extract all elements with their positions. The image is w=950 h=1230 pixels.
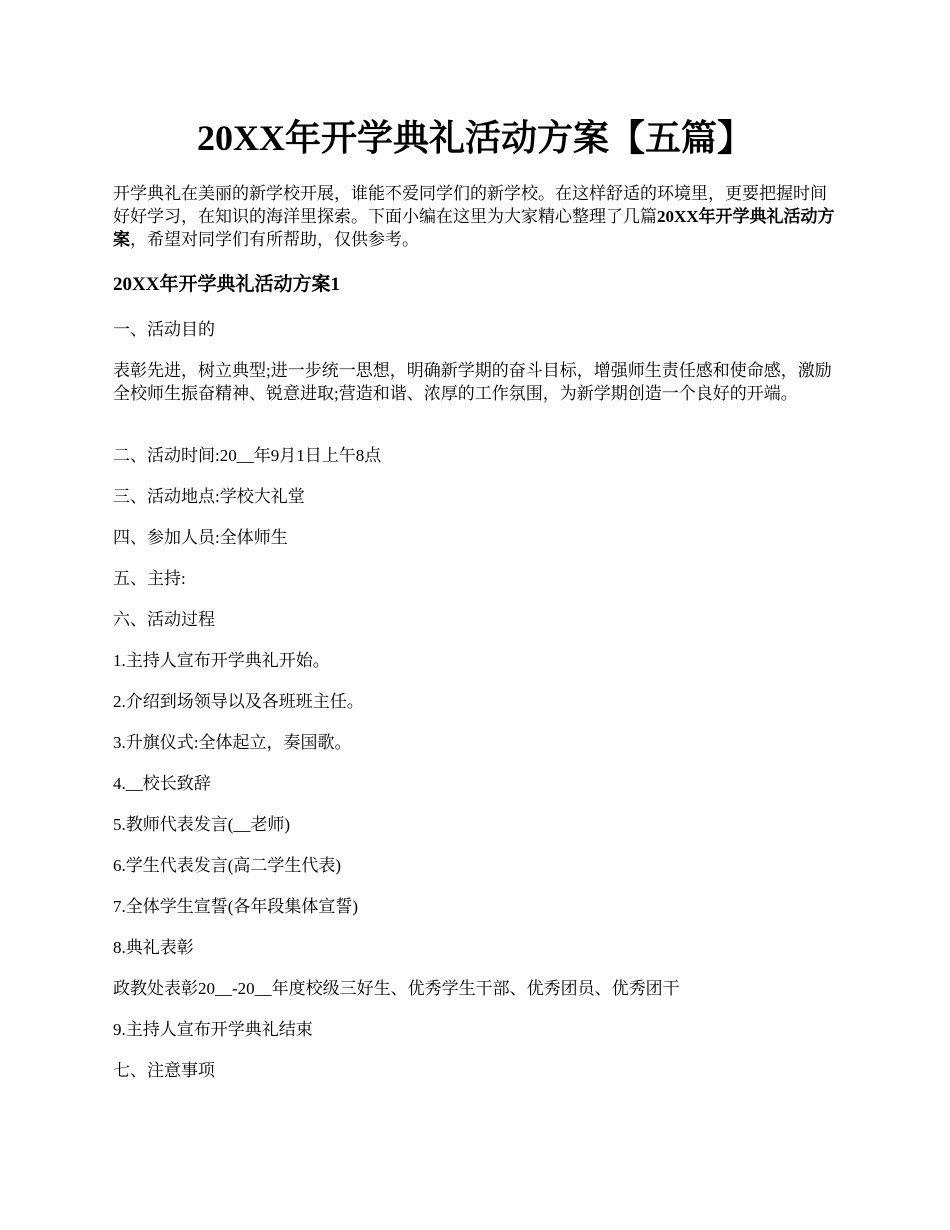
process-step-9: 9.主持人宣布开学典礼结束: [113, 1020, 313, 1039]
intro-bold-title: 20XX年开学典礼活动方案: [113, 207, 835, 249]
activity-time: 二、活动时间:20__年9月1日上午8点: [113, 446, 382, 465]
process-step-4: 4.__校长致辞: [113, 774, 211, 793]
intro-text-start: 开学典礼在美丽的新学校开展，谁能不爱同学们的新学校。在这样舒适的环境里，更要把握时间好好学习，在知识的海洋里探索。下面小编在这里为大家精心整理了几篇: [113, 184, 827, 226]
heading-activity-purpose: 一、活动目的: [113, 320, 215, 339]
process-step-3: 3.升旗仪式:全体起立，奏国歌。: [113, 733, 352, 752]
activity-location: 三、活动地点:学校大礼堂: [113, 487, 305, 506]
process-step-5: 5.教师代表发言(__老师): [113, 815, 291, 834]
process-step-1: 1.主持人宣布开学典礼开始。: [113, 651, 330, 670]
process-step-2: 2.介绍到场领导以及各班班主任。: [113, 692, 364, 711]
document-title: 20XX年开学典礼活动方案【五篇】: [197, 118, 753, 158]
purpose-paragraph: 表彰先进，树立典型;进一步统一思想，明确新学期的奋斗目标，增强师生责任感和使命感，激励全校师生振奋精神、锐意进取;营造和谐、浓厚的工作氛围，为新学期创造一个良好的开端。: [113, 361, 832, 403]
host: 五、主持:: [113, 569, 186, 588]
participants: 四、参加人员:全体师生: [113, 528, 288, 547]
process-step-6: 6.学生代表发言(高二学生代表): [113, 856, 342, 875]
heading-notes: 七、注意事项: [113, 1061, 215, 1080]
award-details: 政教处表彰20__-20__年度校级三好生、优秀学生干部、优秀团员、优秀团干: [113, 979, 680, 998]
intro-text-end: ，希望对同学们有所帮助，仅供参考。: [130, 230, 419, 249]
heading-activity-process: 六、活动过程: [113, 610, 215, 629]
section-heading: 20XX年开学典礼活动方案1: [113, 274, 340, 295]
intro-paragraph: [113, 182, 843, 251]
process-step-7: 7.全体学生宣誓(各年段集体宣誓): [113, 897, 359, 916]
process-step-8: 8.典礼表彰: [113, 938, 194, 957]
